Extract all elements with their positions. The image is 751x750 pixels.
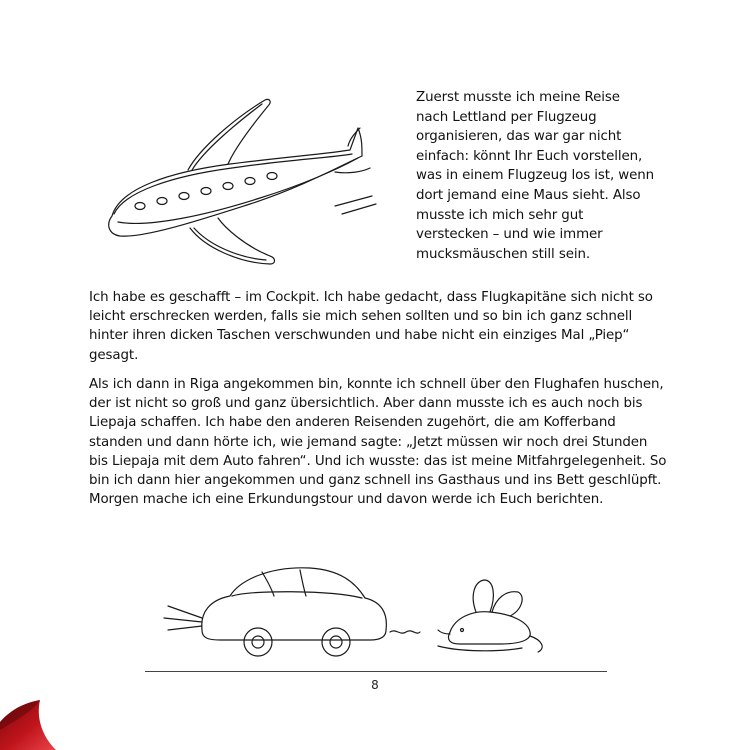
- footer-divider: [145, 671, 607, 672]
- page-curl-icon[interactable]: [0, 700, 56, 750]
- story-paragraph-2: Als ich dann in Riga angekommen bin, konnte ich schnell über den Flughafen huschen, der ist nicht so groß und ganz übersichtlich. Aber dann musste ich es auch noch bis Liepaja schaffen. Ich habe den anderen Reisenden zugehört, die am Kofferband standen und dann hörte ich, wie jemand sagte: „Jetzt müssen wir noch drei Stunden bis Liepaja mit dem Auto fahren“. Und ich wusste: das ist meine Mitfahrgelegenheit. So bin ich dann hier angekommen und ganz schnell ins Gasthaus und ins Bett geschlüpft. Morgen mache ich eine Erkundungstour und davon werde ich Euch berichten.: [89, 377, 667, 508]
- intro-paragraph: Zuerst musste ich meine Reise nach Lettland per Flugzeug organisieren, das war gar nicht einfach: könnt Ihr Euch vorstellen, was in einem Flugzeug los ist, wenn dort jemand eine Maus sieht. Also musste ich mich sehr gut verstecken – und wie immer mucksmäuschen still sein.: [416, 90, 655, 262]
- car-and-mouse-sketch: [150, 560, 570, 660]
- airplane-sketch: [100, 88, 380, 268]
- story-paragraph-1: Ich habe es geschafft – im Cockpit. Ich habe gedacht, dass Flugkapitäne sich nicht so leicht erschrecken werden, falls sie mich sehen sollten und so bin ich ganz schnell hinter ihren dicken Taschen verschwunden und habe nicht ein einziges Mal „Piep“ gesagt.: [89, 290, 653, 363]
- page-number: 8: [371, 678, 379, 692]
